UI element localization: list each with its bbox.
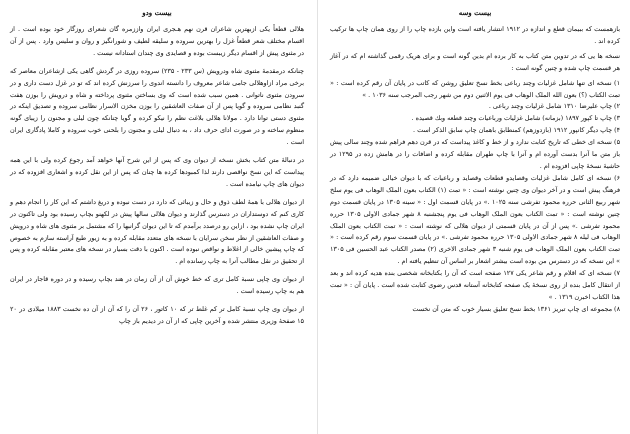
paragraph: بازهمست که ببیمان قطع و اندازه در ۱۹۱۲ انتشار یافته است واین بازده چاپ را از روی همان چاپ ها ترکیب کرده اند .: [330, 25, 620, 45]
paragraph: چنانکه درمقدمهٔ مثنوی شاه ودرویش (س ۲۳۳ - ۲۳۵) سروده روزی در گردش گاهی یکی ازشاعران معاصر که برخی مراد ازاوهلالی جامی شاعر معروف را دانسته اندوی را سرزنش کرده اند که تو در غزل دست داری و در سرودن مثنوی ناتوانی . همین سبب شده است که وی بساختن مثنوی پرداخته و شاه و درویش را بوزن هفت گنبد نظامی سروده و گویا پس از آن صفات العاشقین را بوزن مخزن الاسرار نظامی سروده و تصدیق اینکه در مثنوی دستی توانا دارد . مولانا هلالی بلاغت نظم را نیکو کرده و گویا چنانکه چون لیلی و مجنون را زیبای گونه منظوم ساخته و در صورت ادای حرف داد ، به دنبال لیلی و مجنون را بلحنی خوب سروده و کاملا پادگاری ایران است .: [10, 66, 304, 147]
numbered-paragraph: ۴) چاپ دیگر کانپور ۱۹۱۲ (بازدوزهم) کمنطابق باهمان چاپ سابق الذکر است .: [413, 126, 620, 135]
right-page: [318, 0, 630, 434]
paragraph: در دنبالهٔ متن کتاب بخش نسخه از دیوان وی که پس از این شرح آنها خواهد آمد رجوع کرده ولی با این همه پیداست که این نسخ نواقصی دارند لذا کمبودها کرده ها چنان که پس از این نقل کرده و اشعاری افزوده که در دیوان های چاپ نیامده است .: [10, 156, 304, 188]
numbered-paragraph: ۶) نسخه ای کامل شامل غزلیات وقصایدو قطعات وقصاید و رباعیات که با دیوان خیالی ضمیمه دارد که در فرهنگ پیش است و در آخر دیوان وی چنین نوشته است : « تمت (۱) الکتاب بعون الملک الوهاب فی یوم سلخ شهر ربیع الثانی حرره محمود تفرشی سنه ۱۰۲۵ .» در پایان قسمت اول : « سینه ۱۳۰۵ در پایان قسمت دوم چنین نوشته است : « تمت الکتاب بعون الملک الوهاب فی یوم پنجشنبه ۸ شهر جمادی الاولی ۱۳۰۵ حرره محمود تفرشی .» پس از آن در پایان قسمتی از دیوان هلالی که نوشته است : « تمت الکتاب بعون الملک الوهاب فی لیله ۸ شهر جمادی الاولی ۱۳۰۵ حرره محمود تفرشی .» در پایان قسمت سوم رقم کرده است : « تمت الکتاب بعون الملک الوهاب فی یوم شنبه ۳ شهر جمادی الاخری (۲) مصدر الکتاب عبد الحسین فی ۱۳۰۵ » این نسخه که در دسترس من بوده است بیشتر اشعار بر اساس آن تنظیم یافته ام .: [330, 173, 620, 266]
paragraph: از دیوان وی چاپ نسبة کامل تر کم غلط تر که ۱۰ کاتور ، ۲۶ آن را که آن از آن ده نخست ۱۸۸۳ میلادی در ۲۰ ۱۵ صفحهٔ وزیری منتشر شده و آخرین چاپی که از آن در دیدیم باز چاپ: [10, 305, 304, 325]
paragraph: از دیوان هلالی با همهٔ لطف ذوق و حال و زیبائی که دارد در دست نبوده و دریغ داشتم که این کار را انجام دهم و کاری کنم که دوستداران در دسترس گذارند و دیوان هلالی سالها پیش در لکهنو بچاپ رسیده بود ولی تاکنون در ایران چاپ نشده بود ، ازاین رو درصدد برآمدم که تا این دیوان گرانبها را که مشتمل بر مثنوی های شاه و درویش و صفات العاشقین از نظر سخن سرایان با نسخه های متعدد مقابله کرده و به زیور طبع آراسته سازم به خصوص که چاپ پیشین خالی از اغلاط و نواقص نبوده است . اکنون با دقت بسیار در نسخه های معتبر مقابله کرده و پس از تحقیق در نقل مطالب آنرا به چاپ رسانده ام .: [10, 197, 304, 266]
numbered-paragraph: ۱) نسخه ای تنها شامل غزلیات وچند رباعی بخط نسخ تعلیق روشن که کاتب در پایان آن رقم کرده است : « تمت الکتاب (؟) بعون الله الملک الوهاب فی یوم الاثنین دوم من شهر رجب المرجب سنه ۱۰۳۶ . »: [330, 78, 620, 99]
numbered-paragraph: ۳) چاپ تا کپور ۱۸۹۷ (بزمانه) شامل غزلیات ورباعیات وچند قطعه وبك قصیده .: [411, 114, 620, 123]
page-header: بیست ودو: [142, 8, 172, 17]
page-header: بیست وسه: [458, 8, 492, 17]
paragraph: هلالی قطعاً یکی ازبهترین شاعران قرن نهم هـجری ایران واززمره گان شعرای روزگار خود بوده است . از اقسام مختلف شعر قطعاً غزل را بهترین سروده و سلیقه لطیف و شورانگیز و روان و سلیس وارد . پس از آن در مثنوی پیش از اقسام دیگر زیبست بوده و قصایدی وی چندان استادانه نیست .: [10, 25, 304, 57]
paragraph: از دیوان وی چاپی نسبة کامل تری که خط خوش آن از آن زمان در هند بچاپ رسیده و در دوره قاجار در ایران هم به چاپ رسیده است .: [10, 275, 304, 296]
page-body: [330, 24, 620, 316]
numbered-paragraph: ۸) مجموعه ای چاپ تبریز ۱۳۶۱ بخط نسخ تعلیق بسیار خوب که متن آن نخست: [412, 304, 620, 313]
numbered-paragraph: ۲) چاپ علیرضا ۱۳۱۰ شامل غزلیات وچند رباعی .: [488, 102, 620, 111]
page-body: [10, 24, 304, 328]
numbered-paragraph: ۵) نسخه ای خطی که تاریخ کتابت ندارد و از خط و کاغذ پیداست که در قرن دهم فراهم شده وچند سالی پیش باز متن ما آنرا بدست آورده ام و آنرا با چاپ طهران مقابله کرده و اضافات را در هامش زده در ۱۲۹۵ در حاشیهٔ نسخهٔ چاپی افزوده ام .: [330, 138, 620, 170]
numbered-paragraph: ۷) نسخه ای که اقلام و رقم شاعر یکی ۱۲۷ صفحه است که آن را بکتابخانه شخصی بنده هدیه کرده اند و بعد از انتقال کامل بنده از روی نسخهٔ یک صفحه کتابخانه آستانه قدس رضوی کتابت شده است . پایان آن : « تمت هذا الکتاب اخبرن ۱۳۱۹ . »: [330, 269, 620, 301]
paragraph: نسخه ها یی که در تدوین متن کتاب به کار برده ام بدین گونه است و برای هریک رقمی گذاشته ام که در آغاز هر قسمت چاپ شده و چنین گونه است :: [330, 51, 620, 72]
